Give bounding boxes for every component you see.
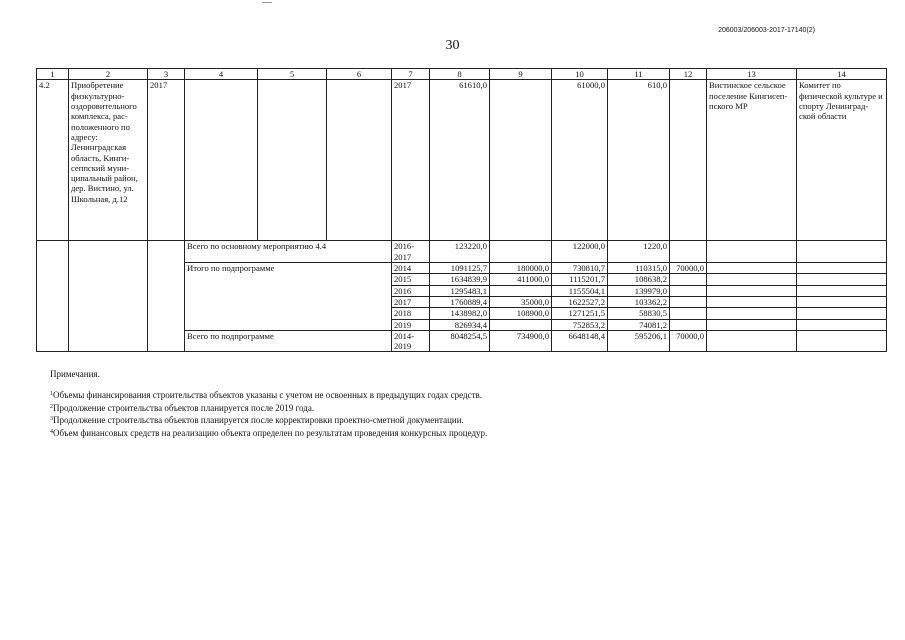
header-cell: 9 bbox=[490, 69, 552, 80]
header-cell: 14 bbox=[797, 69, 887, 80]
row-year: 2017 bbox=[392, 296, 430, 307]
item-responsible: Комитет по физической культуре и спорту Ленинград-ской области bbox=[797, 80, 887, 241]
row-federal bbox=[490, 285, 552, 296]
empty-cell bbox=[670, 241, 707, 263]
empty-cell bbox=[670, 80, 707, 241]
empty-cell bbox=[69, 241, 148, 352]
row-federal bbox=[490, 319, 552, 330]
header-cell: 2 bbox=[69, 69, 148, 80]
document-number: 206003/206003-2017-17140(2) bbox=[718, 27, 815, 34]
note-item bbox=[50, 427, 487, 440]
empty-cell bbox=[707, 296, 797, 307]
row-total: 1091125,7 bbox=[430, 262, 490, 273]
header-cell: 1 bbox=[37, 69, 69, 80]
row-federal: 108900,0 bbox=[490, 308, 552, 319]
grand-total-local: 595206,1 bbox=[608, 330, 670, 352]
item-total: 61610,0 bbox=[430, 80, 490, 241]
empty-cell bbox=[797, 330, 887, 352]
empty-cell bbox=[797, 285, 887, 296]
item-number: 4.2 bbox=[37, 80, 69, 241]
empty-cell bbox=[185, 80, 258, 241]
item-regional: 61000,0 bbox=[552, 80, 608, 241]
row-other bbox=[670, 308, 707, 319]
row-federal: 411000,0 bbox=[490, 274, 552, 285]
row-local: 108638,2 bbox=[608, 274, 670, 285]
row-federal: 180000,0 bbox=[490, 262, 552, 273]
empty-cell bbox=[707, 308, 797, 319]
header-cell: 8 bbox=[430, 69, 490, 80]
header-cell: 6 bbox=[327, 69, 392, 80]
row-other bbox=[670, 319, 707, 330]
row-other bbox=[670, 274, 707, 285]
note-marker: 2 bbox=[50, 403, 53, 410]
subtotal-local: 1220,0 bbox=[608, 241, 670, 263]
row-other bbox=[670, 296, 707, 307]
empty-cell bbox=[258, 80, 327, 241]
header-cell: 11 bbox=[608, 69, 670, 80]
row-regional: 1155504,1 bbox=[552, 285, 608, 296]
row-local: 139979,0 bbox=[608, 285, 670, 296]
note-marker: 4 bbox=[50, 429, 53, 436]
row-year: 2018 bbox=[392, 308, 430, 319]
note-text: Продолжение строительства объектов планируется после корректировки проектно-сметной документации. bbox=[53, 415, 464, 426]
empty-cell bbox=[707, 262, 797, 273]
subprogram-label: Итого по подпрограмме bbox=[185, 262, 392, 330]
empty-cell bbox=[707, 274, 797, 285]
empty-cell bbox=[490, 80, 552, 241]
row-total: 826934,4 bbox=[430, 319, 490, 330]
header-cell: 10 bbox=[552, 69, 608, 80]
note-marker: 3 bbox=[50, 416, 53, 423]
empty-cell bbox=[797, 308, 887, 319]
row-other bbox=[670, 285, 707, 296]
row-regional: 1271251,5 bbox=[552, 308, 608, 319]
subtotal-label: Всего по основному мероприятию 4.4 bbox=[185, 241, 392, 263]
empty-cell bbox=[797, 241, 887, 263]
note-text: Объем финансовых средств на реализацию объекта определен по результатам проведения конкурсных процедур. bbox=[53, 428, 488, 439]
row-total: 1760889,4 bbox=[430, 296, 490, 307]
grand-total-total: 8048254,5 bbox=[430, 330, 490, 352]
empty-cell bbox=[707, 330, 797, 352]
item-local: 610,0 bbox=[608, 80, 670, 241]
grand-total-years: 2014-2019 bbox=[392, 330, 430, 352]
item-col3: 2017 bbox=[148, 80, 185, 241]
header-cell: 4 bbox=[185, 69, 258, 80]
item-year: 2017 bbox=[392, 80, 430, 241]
header-cell: 5 bbox=[258, 69, 327, 80]
row-local: 103362,2 bbox=[608, 296, 670, 307]
row-total: 1295483,1 bbox=[430, 285, 490, 296]
header-cell: 3 bbox=[148, 69, 185, 80]
notes-section bbox=[50, 368, 487, 440]
empty-cell bbox=[797, 319, 887, 330]
grand-total-other: 70000,0 bbox=[670, 330, 707, 352]
row-year: 2014 bbox=[392, 262, 430, 273]
row-year: 2019 bbox=[392, 319, 430, 330]
row-year: 2015 bbox=[392, 274, 430, 285]
empty-cell bbox=[707, 285, 797, 296]
row-year: 2016 bbox=[392, 285, 430, 296]
row-local: 58830,5 bbox=[608, 308, 670, 319]
header-row bbox=[37, 69, 887, 80]
notes-title: Примечания. bbox=[50, 369, 100, 379]
header-cell: 13 bbox=[707, 69, 797, 80]
row-total: 1438982,0 bbox=[430, 308, 490, 319]
note-item bbox=[50, 402, 487, 415]
financing-table bbox=[36, 68, 887, 352]
grand-total-label: Всего по подпрограмме bbox=[185, 330, 392, 352]
note-text: Продолжение строительства объектов планируется после 2019 года. bbox=[53, 402, 315, 413]
header-cell: 7 bbox=[392, 69, 430, 80]
row-federal: 35000,0 bbox=[490, 296, 552, 307]
row-regional: 1115201,7 bbox=[552, 274, 608, 285]
empty-cell bbox=[797, 262, 887, 273]
empty-cell bbox=[490, 241, 552, 263]
empty-cell bbox=[148, 241, 185, 352]
table-row-subtotal bbox=[37, 241, 887, 263]
row-local: 110315,0 bbox=[608, 262, 670, 273]
note-marker: 1 bbox=[50, 390, 53, 397]
empty-cell bbox=[37, 241, 69, 352]
subtotal-years: 2016-2017 bbox=[392, 241, 430, 263]
row-other: 70000,0 bbox=[670, 262, 707, 273]
empty-cell bbox=[707, 319, 797, 330]
empty-cell bbox=[327, 80, 392, 241]
scan-line bbox=[262, 2, 272, 3]
page-number: 30 bbox=[445, 38, 460, 53]
note-text: Объемы финансирования строительства объектов указаны с учетом не освоенных в предыдущих годах средств. bbox=[53, 389, 483, 400]
grand-total-regional: 6648148,4 bbox=[552, 330, 608, 352]
empty-cell bbox=[797, 274, 887, 285]
row-regional: 752853,2 bbox=[552, 319, 608, 330]
row-regional: 730810,7 bbox=[552, 262, 608, 273]
empty-cell bbox=[797, 296, 887, 307]
row-local: 74081,2 bbox=[608, 319, 670, 330]
grand-total-federal: 734900,0 bbox=[490, 330, 552, 352]
item-recipient: Вистинское сельское поселение Кингисеп-пского МР bbox=[707, 80, 797, 241]
subtotal-total: 123220,0 bbox=[430, 241, 490, 263]
row-regional: 1622527,2 bbox=[552, 296, 608, 307]
empty-cell bbox=[707, 241, 797, 263]
note-item bbox=[50, 389, 487, 402]
note-item bbox=[50, 414, 487, 427]
subtotal-regional: 122000,0 bbox=[552, 241, 608, 263]
item-name: Приобретение физкультурно-оздоровительного комплекса, рас-положенного по адресу: Ленинградская область, Кинги-сеппский муни-ципальный район, дер. Вистино, ул. Школьная, д.12 bbox=[69, 80, 148, 241]
row-total: 1634839,9 bbox=[430, 274, 490, 285]
header-cell: 12 bbox=[670, 69, 707, 80]
table-row-item bbox=[37, 80, 887, 241]
